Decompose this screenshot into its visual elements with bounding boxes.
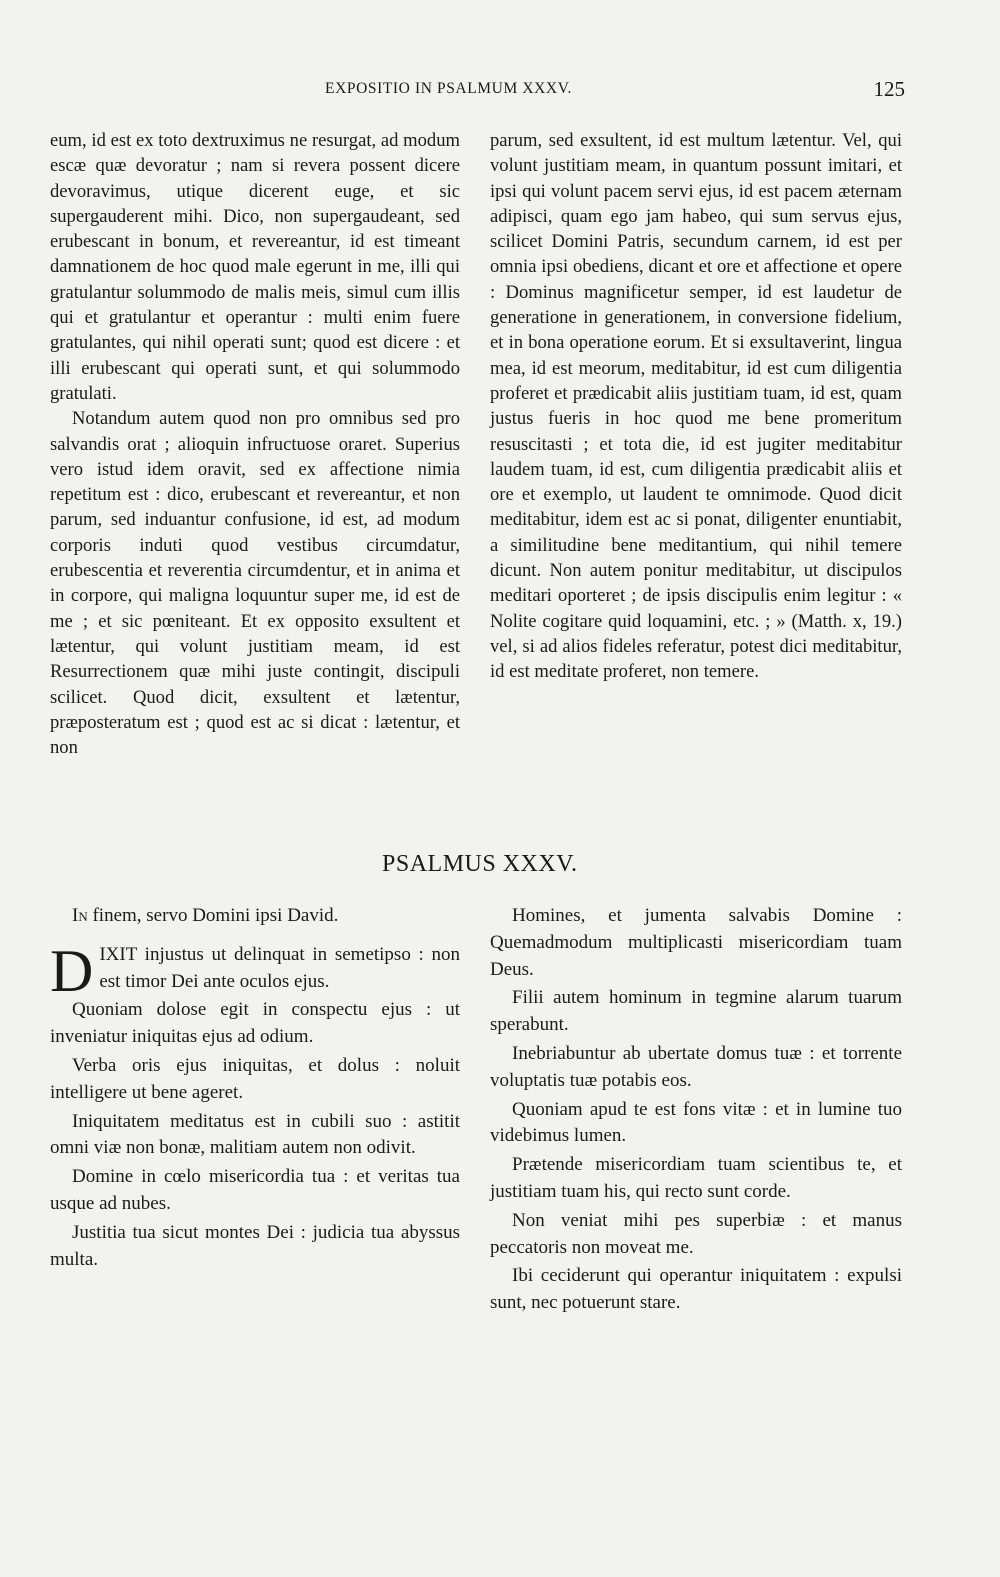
page-number: 125	[873, 77, 905, 101]
psalm-verse: Filii autem hominum in tegmine alarum tuarum sperabunt.	[490, 987, 902, 1036]
psalm-title: PSALMUS XXXV.	[382, 851, 578, 877]
psalm-verse: Iniquitatem meditatus est in cubili suo : astitit omni viæ non bonæ, malitiam autem non odivit.	[50, 1110, 460, 1159]
psalm-left-column	[50, 903, 460, 1275]
psalm-right-column	[490, 903, 902, 1319]
superscription-text: finem, servo Domini ipsi David.	[87, 905, 339, 926]
commentary-left-column	[50, 128, 460, 760]
psalm-verse: Quoniam apud te est fons vitæ : et in lumine tuo videbimus lumen.	[490, 1098, 902, 1147]
running-head	[0, 77, 1000, 104]
drop-cap: D	[50, 937, 94, 1004]
psalm-verse: Inebriabuntur ab ubertate domus tuæ : et torrente voluptatis tuæ potabis eos.	[490, 1042, 902, 1091]
superscription-initial: In	[72, 905, 88, 926]
psalm-verse: Quoniam dolose egit in conspectu ejus : ut inveniatur iniquitas ejus ad odium.	[50, 999, 460, 1048]
psalm-verse: Prætende misericordiam tuam scientibus te, et justitiam tuam his, qui recto sunt corde.	[490, 1154, 902, 1202]
commentary-paragraph: eum, id est ex toto dextruximus ne resurgat, ad modum escæ quæ devoratur ; nam si revera possent dicere devoravimus, utique dicerent euge, et sic supergauderent mihi. Dico, non supergaudeant, sed erubescant in bonum, et revereantur, id est timeant damnationem de hoc quod male egerunt in me, illi qui gratulantur solummodo de malis meis, simul cum illis qui et gratulantur et operantur : multi enim fuere gratulantes, qui nihil operati sunt; quod est dicere : et illi erubescant qui operati sunt, et qui solummodo gratulati.	[50, 130, 460, 404]
psalm-superscription	[50, 903, 460, 930]
running-title: EXPOSITIO IN PSALMUM XXXV.	[325, 80, 572, 97]
psalm-verse: Justitia tua sicut montes Dei : judicia tua abyssus multa.	[50, 1221, 460, 1270]
psalm-verse: Domine in cœlo misericordia tua : et veritas tua usque ad nubes.	[50, 1166, 460, 1214]
commentary-right-column	[490, 128, 902, 685]
commentary-paragraph: Notandum autem quod non pro omnibus sed pro salvandis orat ; alioquin infructuose oraret. Superius vero istud idem oravit, sed ex affectione nimia repetitum est : dico, erubescant et revereantur, et non parum, sed induantur confusione, id est, ad modum corporis induti quod vestibus circumdatur, erubescentia et reverentia circumdentur, et in anima et in corpore, qui maligna loquuntur super me, id est de me ; et sic pœniteant. Et ex opposito exsultent et lætentur, qui volunt justitiam meam, id est Resurrectionem quæ mihi juste contingit, discipuli scilicet. Quod dicit, exsultent et lætentur, præposteratum est ; quod est ac si dicat : lætentur, et non	[50, 408, 460, 759]
psalm-verse: Homines, et jumenta salvabis Domine : Quemadmodum multiplicasti misericordiam tuam Deus.	[490, 905, 902, 980]
psalm-verse: Non veniat mihi pes superbiæ : et manus peccatoris non moveat me.	[490, 1209, 902, 1258]
psalm-verse: Ibi ceciderunt qui operantur iniquitatem : expulsi sunt, nec potuerunt stare.	[490, 1265, 902, 1314]
psalm-verse: Verba oris ejus iniquitas, et dolus : noluit intelligere ut bene ageret.	[50, 1054, 460, 1103]
commentary-paragraph: parum, sed exsultent, id est multum lætentur. Vel, qui volunt justitiam meam, in quantum possunt imitari, et ipsi qui volunt pacem servi ejus, id est pacem æternam adipisci, quam ego jam habeo, qui sum servus ejus, scilicet Domini Patris, secundum carnem, id est per omnia ipsi obediens, dicant et ore et affectione et opere : Dominus magnificetur semper, id est laudetur de generatione in generationem, in conversione fidelium, et in bona operatione eorum. Et si exsultaverint, lingua mea, id est meorum, meditabitur, id est cum diligentia proferet et prædicabit aliis justitiam tuam, id est, quam justus fueris in hoc quod me bene promeritum resuscitasti ; et tota die, id est jugiter meditabitur laudem tuam, id est, cum diligentia prædicabit aliis et ore et exemplo, ut laudent te omnimode. Quod dicit meditabitur, idem est ac si ponat, diligenter enuntiabit, a similitudine bene meditantium, qui nihil temere dicunt. Non autem ponitur meditabitur, ut discipulos meditari oporteret ; de ipsis discipulis enim legitur : « Nolite cogitare quid loquamini, etc. ; » (Matth. x, 19.) vel, si ad alios fideles referatur, potest dici meditabitur, id est meditate proferet, non temere.	[490, 130, 902, 683]
psalm-verse	[50, 937, 460, 1004]
psalm-verse-text: IXIT injustus ut delinquat in semetipso : non est timor Dei ante oculos ejus.	[99, 943, 460, 992]
